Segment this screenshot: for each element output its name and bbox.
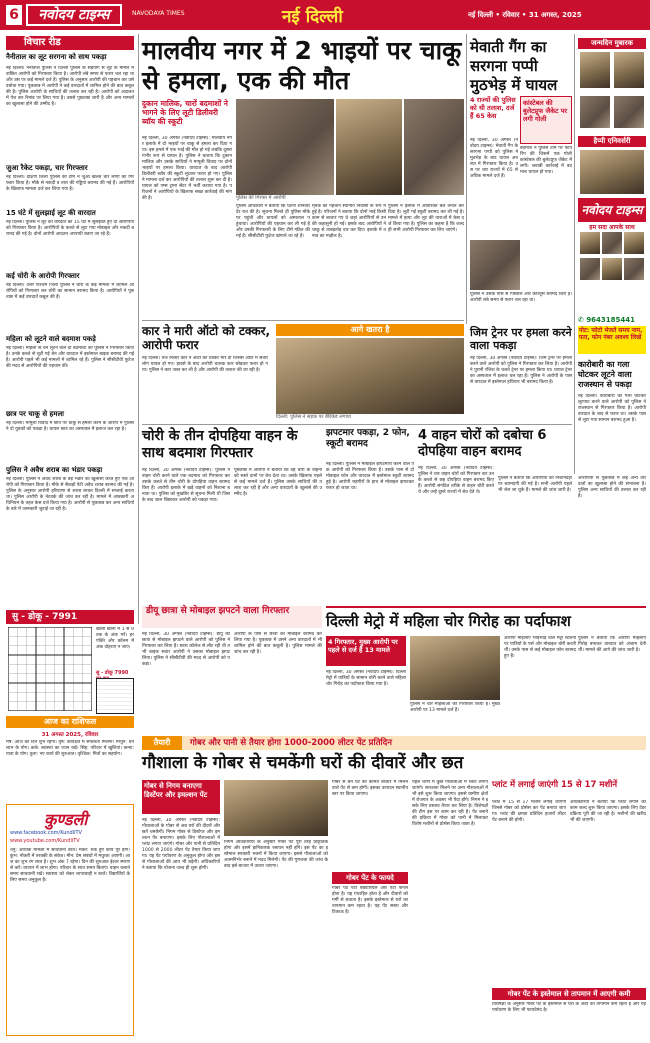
metro-photo	[410, 636, 500, 700]
gaushala-body-5: पहले चरण में कुछ गौशालाओं में प्लांट लगाए जाएंगे। सफलता मिलने पर अन्य गौशालाओं में भी इसे शुरू किया जाएगा। इससे ग्रामीण क्षेत्रों में रोजगार के अवसर भी पैदा होंगे। निगम ने इसके लिए प्रस्ताव तैयार कर लिया है। विशेषज्ञों की टीम इस पर काम कर रही है। पेंट बनाने की प्रक्रिया में गोबर को पानी में मिलाकर विशेष मशीनों से प्रोसेस किया जाता है।	[412, 780, 488, 827]
anniversary-photo	[580, 150, 644, 194]
gaushala-bottom-banner: गोबर पेंट के इस्तेमाल से तापमान में आएगी कमी	[492, 988, 646, 1000]
ad-tagline: हम सदा आपके साथ	[589, 224, 635, 231]
birthday-photo-1	[580, 52, 610, 88]
gaushala-body-2: निगम अधिकारियों के अनुसार गोबर पेंट पूरी तरह प्राकृतिक होगा और इसमें हानिकारक रसायन नहीं होंगे। इस पेंट का इस्तेमाल सरकारी भवनों में किया जाएगा। इससे गौशालाओं को आत्मनिर्भर बनाने में मदद मिलेगी। पेंट की गुणवत्ता की जांच के बाद इसे बाजार में उतारा जाएगा।	[224, 840, 328, 869]
brand-logo: नवोदय टाइम्स	[26, 4, 122, 26]
four-thieves-body-2: पुलिस ने बताया कि आरोपियों की निशानदेही पर बरामदगी की गई है। सभी आरोपी पहले भी जेल जा चुके हैं। मामले की जांच जारी है।	[498, 476, 572, 493]
gym-headline: जिम ट्रेनर पर हमला करने वाला पकड़ा	[470, 326, 572, 352]
jhapat-body: नई दिल्ली। पुलिस ने मोबाइल झपटमारी करने वाले एक आरोपी को गिरफ्तार किया है। उसके पास से दो मोबाइल फोन और वारदात में इस्तेमाल स्कूटी बरामद हुई है। आरोपी राहगीरों के हाथ से मोबाइल झपटकर फरार हो जाता था।	[326, 462, 414, 491]
du-body-1: नई दिल्ली, 30 अगस्त (नवोदय टाइम्स): डीयू की छात्रा से मोबाइल झपटने वाले आरोपी को पुलिस ने गिरफ्तार कर लिया है। छात्रा कॉलेज से लौट रही थी तभी बाइक सवार आरोपी ने उसका मोबाइल झपट लिया। पुलिस ने सीसीटीवी की मदद से आरोपी को पकड़ा।	[142, 632, 230, 667]
strip-label: आगे खतरा है	[276, 324, 464, 336]
lead-headline: मालवीय नगर में 2 भाइयों पर चाकू से हमला, एक की मौत	[142, 36, 462, 95]
gaushala-body-4: गोबर पेंट एंटी बैक्टीरियल और एंटी फंगल होता है। यह गंधरहित होता है और दीवारों को गर्मी से बचाता है। इसके इस्तेमाल से घरों का तापमान कम रहता है। यह पेंट सस्ता और टिकाऊ है।	[332, 886, 408, 915]
anniversary-title: हैप्पी एनिवर्सरी	[578, 136, 646, 147]
gaushala-strap: गोबर और पानी से तैयार होगा 1000-2000 लीटर पेंट प्रतिदिन	[190, 738, 392, 748]
lead-photo-2	[336, 99, 402, 195]
mewati-kicker: 4 राज्यों की पुलिस को थी तलाश, दर्ज हैं 65 केस	[470, 96, 516, 120]
gaushala-body-3: गोबर से बने पेंट की कीमत बाजार में मिलने वाले पेंट से कम होगी। इसका उत्पादन स्थानीय स्तर पर किया जाएगा।	[332, 780, 408, 797]
gym-body: नई दिल्ली, 30 अगस्त (नवोदय टाइम्स): जिम ट्रेनर पर हमला करने वाले आरोपी को पुलिस ने गिरफ्तार कर लिया है। आरोपी ने पुरानी रंजिश के चलते ट्रेनर पर हमला किया था। घायल ट्रेनर का अस्पताल में इलाज चल रहा है। पुलिस ने आरोपी के पास से वारदात में इस्तेमाल हथियार भी बरामद किया है।	[470, 356, 572, 385]
birthday-photo-4	[614, 96, 644, 128]
dupahiya-headline: चोरी के तीन दोपहिया वाहन के साथ बदमाश गिरफ्तार	[142, 428, 298, 461]
left-headline-4: कई चोरी के आरोपी गिरफ्तार	[6, 272, 80, 280]
left-body-6: नई दिल्ली। मामूली विवाद में छात्र पर चाकू से हमला करने के आरोप में पुलिस ने दो युवकों को पकड़ा है। घायल छात्र का अस्पताल में इलाज चल रहा है।	[6, 421, 134, 432]
ad-photo-3	[624, 232, 644, 254]
whatsapp-number: ✆ 9643185441	[578, 316, 636, 324]
ad-photo-5	[602, 258, 622, 280]
ad-photo-1	[580, 232, 600, 254]
left-body-3: नई दिल्ली। पुलिस ने लूट की वारदात को 15 घंटे में सुलझाते हुए दो आरोपियों को गिरफ्तार किया है। आरोपियों के कब्जे से लूटा गया मोबाइल और नकदी बरामद की गई है। दोनों आरोपी आदतन अपराधी बताए जा रहे हैं।	[6, 220, 134, 237]
gaushala-body-1: नई दिल्ली, 30 अगस्त (नवोदय टाइम्स): गौशालाओं के गोबर से अब घरों की दीवारें और छतें चमकेंगी। निगम गोबर से डिस्टेंपर और इमल्शन पेंट बनाएगा। इसके लिए गौशालाओं में प्लांट लगाए जाएंगे। गोबर और पानी से प्रतिदिन 1000 से 2000 लीटर पेंट तैयार किया जाएगा। यह पेंट पर्यावरण के अनुकूल होगा और इससे गौशालाओं की आय भी बढ़ेगी। अधिकारियों ने बताया कि योजना जल्द ही शुरू होगी।	[142, 818, 220, 871]
left-body-1: नई दिल्ली। नैनीताल पुलिस ने दिल्ली पुलिस के सहयोग से लूट के मामले में वांछित आरोपी को गिरफ्तार किया है। आरोपी लंबे समय से फरार चल रहा था और उस पर कई मामले दर्ज हैं। पुलिस के अनुसार आरोपी की पहचान कर उसे दबोचा गया। पूछताछ में आरोपी ने कई वारदातों में शामिल होने की बात कबूल की है। पुलिस आरोपी के साथियों की तलाश कर रही है। आरोपी को अदालत में पेश कर रिमांड पर लिया गया है। उससे पूछताछ जारी है और अन्य मामलों का खुलासा होने की उम्मीद है।	[6, 66, 134, 107]
left-headline-7: पुलिस ने अवैध शराब का भंडार पकड़ा	[6, 466, 103, 474]
left-headline-3: 15 घंटे में सुलझाई लूट की वारदात	[6, 209, 96, 217]
horoscope-body: मेष: आज का दिन शुभ रहेगा। वृष: कार्यक्षेत्र में सफलता मिलेगी। मिथुन: धन लाभ के योग। कर्क: स्वास्थ्य का ध्यान रखें। सिंह: परिवार में खुशियां। कन्या: यात्रा के योग। तुला: नए कार्य की शुरुआत। वृश्चिक: मित्रों का सहयोग।	[6, 740, 134, 757]
lead-kicker: दुकान मालिक, चारों बदमाशों ने भागने के लिए लूटी डिलीवरी ब्वॉय की स्कूटी	[142, 99, 228, 126]
metro-headline: दिल्ली मेट्रो में महिला चोर गिरोह का पर्दाफाश	[326, 612, 571, 630]
mewati-body-1: नई दिल्ली, 30 अगस्त (नवोदय टाइम्स): मेवाती गैंग के सरगना पप्पी को पुलिस ने मुठभेड़ के बाद घायल अवस्था में गिरफ्तार किया है। उस पर चार राज्यों में 65 से अधिक मामले दर्ज हैं।	[470, 138, 518, 179]
karobari-body: नई दिल्ली। कारोबारी का गला घोटकर लूटपाट करने वाले आरोपी को पुलिस ने राजस्थान से गिरफ्तार किया है। आरोपी वारदात के बाद से फरार था। उसके पास से लूटा गया सामान बरामद हुआ है।	[578, 394, 646, 423]
car-body: नई दिल्ली। तेज रफ्तार कार ने ऑटो को टक्कर मार दी जिससे ऑटो में सवार लोग घायल हो गए। हादसे के बाद आरोपी चालक कार छोड़कर फरार हो गया। पुलिस ने कार जब्त कर ली है और आरोपी की तलाश की जा रही है।	[142, 356, 268, 373]
karobari-headline: कारोबारी का गला घोटकर लूटने वाला राजस्थान से पकड़ा	[578, 360, 632, 389]
ad-photo-2	[602, 232, 622, 254]
du-headline: डीयू छात्रा से मोबाइल झपटने वाला गिरफ्तार	[142, 606, 322, 628]
mewati-body-box: बदमाश ने पुलिस टीम पर फायरिंग की जिसमें एक गोली कांस्टेबल की बुलेटप्रूफ जैकेट में लगी। जवाबी कार्रवाई में बदमाश घायल हो गया।	[520, 146, 572, 175]
dupahiya-body-2: पूछताछ में आरोपी ने बताया कि वह चोरी के वाहनों को सस्ते दामों पर बेच देता था। उसके खिलाफ पहले से कई मामले दर्ज हैं। पुलिस उसके साथियों की तलाश कर रही है और अन्य वारदातों के खुलासे की उम्मीद है।	[234, 468, 322, 497]
ad-photo-4	[580, 258, 600, 280]
mewati-box: कांस्टेबल की बुलेटप्रूफ जैकेट पर लगी गोली	[520, 96, 572, 144]
metro-body-4: पुलिस ने बताया कि आरोपी महिलाएं गिरोह बनाकर वारदात को अंजाम देती थीं। मामले की आगे की जांच जारी है।	[578, 636, 646, 653]
dupahiya-body-1: नई दिल्ली, 30 अगस्त (नवोदय टाइम्स): पुलिस ने वाहन चोरी करने वाले एक बदमाश को गिरफ्तार कर उसके कब्जे से तीन चोरी के दोपहिया वाहन बरामद किए हैं। आरोपी इलाके में खड़े वाहनों को निशाना बनाता था। पुलिस को मुखबिर से सूचना मिली थी जिसके बाद जाल बिछाकर आरोपी को पकड़ा गया।	[142, 468, 230, 503]
mewati-headline: मेवाती गैंग का सरगना पप्पी मुठभेड़ में घायल	[470, 38, 558, 94]
mewati-photo	[470, 240, 520, 290]
sudoku-title: सु - डोकू - 7991	[6, 610, 134, 624]
gaushala-plant-headline: प्लांट में लगाई जाएंगी 15 से 17 मशीनें	[492, 780, 618, 790]
kundli-youtube[interactable]: www.youtube.com/KundliTV	[10, 838, 80, 844]
page-number: 6	[6, 5, 22, 25]
sudoku-grid-svg	[8, 627, 92, 711]
du-body-2: आरोपी के पास से छात्रा का मोबाइल बरामद कर लिया गया है। पूछताछ में उसने अन्य वारदातों में भी शामिल होने की बात कबूली है। पुलिस मामले की जांच कर रही है।	[234, 632, 322, 655]
ad-photo-6	[624, 258, 644, 280]
small-brand: NAVODAYA TIMES	[132, 10, 185, 17]
lead-body-3: मृतक की पहचान स्थानीय निवासी के रूप में हुई है। परिजनों ने बताया कि दोनों भाई किसी काम से बाजार गए थे जहां आरोपियों से उनकी कहासुनी हो गई। इसके बाद आरोपियों ने चाकू से ताबड़तोड़ वार कर दिए। इलाके में तनाव का माहौल है।	[312, 204, 386, 239]
dateline: नई दिल्ली • रविवार • 31 अगस्त, 2025	[468, 11, 582, 19]
left-body-4: नई दिल्ली। उत्तर पश्चिम जिला पुलिस ने चोरी के कई मामलों में शामिल आरोपियों को गिरफ्तार कर चोरी का सामान बरामद किया है। आरोपियों ने पूछताछ में कई वारदातें कबूल की हैं।	[6, 283, 134, 300]
jhapat-headline: झपटमार पकड़ा, 2 फोन, स्कूटी बरामद	[326, 428, 410, 449]
birthday-title: जन्मदिन मुबारक	[578, 38, 646, 49]
four-thieves-body-3: आरोपियों से पूछताछ में कई अन्य वारदातों का खुलासा होने की संभावना है। पुलिस अन्य साथियों की तलाश कर रही है।	[578, 476, 646, 499]
left-headline-5: महिला को लूटने वाले बदमाश पकड़े	[6, 335, 96, 343]
whatsapp-number-text: 9643185441	[586, 316, 636, 324]
left-body-7: नई दिल्ली। पुलिस ने अवैध शराब के बड़े भंडार का खुलासा करते हुए एक आरोपी को गिरफ्तार किया है। मौके से सैकड़ों पेटी अवैध शराब बरामद की गई है। पुलिस के अनुसार आरोपी हरियाणा से शराब लाकर दिल्ली में सप्लाई करता था। पुलिस आरोपी के नेटवर्क की जांच कर रही है। मामले में आबकारी अधिनियम के तहत केस दर्ज किया गया है। आरोपी से पूछताछ कर अन्य साथियों के बारे में जानकारी जुटाई जा रही है।	[6, 477, 134, 512]
ad-brand: नवोदय टाइम्स	[578, 198, 646, 222]
lead-caption: पुलिस की गिरफ्त में आरोपी	[236, 195, 286, 201]
horoscope-date: 31 अगस्त 2025, रविवार	[41, 732, 99, 738]
metro-body-2: पुलिस ने चार महिलाओं को गिरफ्तार किया है। मुख्य आरोपी पर 13 मामले दर्ज हैं।	[410, 702, 500, 713]
section-label: विचार रीड	[6, 36, 134, 50]
kundli-facebook[interactable]: www.facebook.com/KundliTV	[10, 830, 82, 836]
gaushala-body-8: विशेषज्ञों के अनुसार गोबर पेंट के इस्तेमाल से घरों के अंदर का तापमान कम रहता है और यह पर्यावरण के लिए भी फायदेमंद है।	[492, 1002, 646, 1013]
left-body-2: नई दिल्ली। दक्षिण जिला पुलिस की टीम ने जुआ खेलते चार लोगों को गिरफ्तार किया है। मौके से नकदी व ताश की गड्डियां बरामद की गई हैं। आरोपियों के खिलाफ मामला दर्ज कर लिया गया है।	[6, 175, 134, 192]
four-thieves-body-1: नई दिल्ली, 30 अगस्त (नवोदय टाइम्स): पुलिस ने चार वाहन चोरों को गिरफ्तार कर उनके कब्जे से छह दोपहिया वाहन बरामद किए हैं। आरोपी संगठित तरीके से वाहन चोरी करते थे और उन्हें दूसरे राज्यों में बेच देते थे।	[418, 466, 494, 495]
left-headline-2: जुआ रैकेट पकड़ा, चार गिरफ्तार	[6, 164, 88, 172]
metro-body-1: नई दिल्ली, 30 अगस्त (नवोदय टाइम्स): दिल्ली मेट्रो में यात्रियों के सामान चोरी करने वाले महिला चोर गिरोह का पर्दाफाश किया गया है।	[326, 670, 406, 687]
sudoku-grid[interactable]	[8, 627, 92, 711]
gaushala-body-7: अधिकारियों ने बताया कि प्लांट लगाने का काम जल्द शुरू किया जाएगा। इसके लिए टेंडर प्रक्रिया पूरी की जा रही है। मशीनों की खरीद भी की जाएगी।	[570, 800, 646, 823]
gaushala-photo	[224, 780, 328, 836]
kundli-logo: कुण्डली	[44, 810, 88, 829]
kundli-body: धनु: आर्थिक मामलों में सावधानी बरतें। मकर: रुके हुए कार्य पूरे होंगे। कुंभ: नौकरी में तरक्की के संकेत। मीन: प्रेम संबंधों में मधुरता आएगी। आज का शुभ रंग लाल है। शुभ अंक 7 रहेगा। दिन की शुरुआत ईश्वर स्मरण से करें। व्यापार में लाभ होगा। परिवार के साथ समय बिताएं। वाहन चलाते समय सावधानी रखें। स्वास्थ्य को लेकर लापरवाही न बरतें। विद्यार्थियों के लिए समय अनुकूल है।	[10, 848, 130, 883]
left-body-5: नई दिल्ली। महिला से चेन लूटने वाले दो बदमाशों को पुलिस ने गिरफ्तार किया है। उनके कब्जे से लूटी गई चेन और वारदात में इस्तेमाल बाइक बरामद की गई है। आरोपी पहले भी कई मामलों में शामिल रहे हैं। पुलिस ने सीसीटीवी फुटेज की मदद से आरोपियों की पहचान की।	[6, 346, 134, 369]
lead-body-4: पुलिस ने इलाके में अतिरिक्त बल तैनात कर दिया है। लूटी गई स्कूटी बरामद कर ली गई है। मामले में हत्या और लूट की धाराओं में केस दर्ज किया गया है। पुलिस का कहना है कि जल्द ही सभी आरोपी गिरफ्तार कर लिए जाएंगे।	[388, 204, 464, 233]
city-name: नई दिल्ली	[282, 7, 343, 27]
metro-kicker: 4 गिरफ्तार, मुख्य आरोपी पर पहले से दर्ज हैं 13 मामले	[326, 636, 406, 666]
mewati-body-2: पुलिस ने उसके पास से पिस्तौल और कारतूस बरामद किए हैं। आरोपी लंबे समय से फरार चल रहा था।	[470, 292, 572, 303]
strip-photo	[276, 338, 464, 414]
birthday-photo-2	[614, 52, 644, 88]
left-headline-6: छात्र पर चाकू से हमला	[6, 410, 64, 418]
gaushala-tag: तैयारी	[142, 736, 182, 750]
gaushala-headline: गौशाला के गोबर से चमकेंगी घरों की दीवारें और छत	[142, 753, 464, 773]
gaushala-body-6: प्लांट में 15 से 17 मशीनें लगाई जाएंगी जिनसे गोबर को प्रोसेस कर पेंट बनाया जाएगा। प्लांट की क्षमता प्रतिदिन हजारों लीटर पेंट बनाने की होगी।	[492, 800, 566, 823]
strip-caption: दिल्ली: पुलिस ने सड़क पर बैरिकेड लगाया	[276, 414, 351, 420]
sudoku-answer-label: सु - डोकू 7990	[96, 670, 129, 676]
metro-body-3: आरोपी महिलाएं भीड़भाड़ वाले मेट्रो स्टेशनों पर यात्रियों के पर्स और मोबाइल चोरी करती थीं। उनके पास से कई मोबाइल फोन बरामद हुए हैं।	[504, 636, 576, 659]
horoscope-title: आज का राशिफल	[6, 716, 134, 728]
gaushala-sub1: गोबर से निगम बनाएगा डिस्टेंपर और इमल्शन पेंट	[142, 780, 220, 814]
sudoku-answer-grid	[96, 678, 134, 714]
greetings-note: नोट: फोटो भेजते समय नाम, पता, फोन नंबर अवश्य लिखें	[578, 326, 646, 354]
lead-photo-3	[404, 99, 464, 195]
sudoku-rules: खाली खानों में 1 से 9 तक के अंक भरें। हर पंक्ति और कॉलम में अंक दोहराए न जाएं।	[96, 627, 134, 650]
car-headline: कार ने मारी ऑटो को टक्कर, आरोपी फरार	[142, 324, 271, 352]
birthday-photo-3	[580, 96, 610, 128]
lead-body-2: पुलिस अधिकारी ने बताया कि घटना शनिवार देर रात की है। सूचना मिलते ही पुलिस मौके पर पहुंची और घायलों को अस्पताल पहुंचाया। आरोपियों की पहचान कर ली गई है और उनकी गिरफ्तारी के लिए टीमें गठित की गई हैं। सीसीटीवी फुटेज खंगाले जा रहे हैं।	[236, 204, 310, 239]
lead-body-1: नई दिल्ली, 30 अगस्त (नवोदय टाइम्स): मालवीय नगर इलाके में दो भाइयों पर चाकू से हमला कर दिया गया। इस हमले में एक भाई की मौत हो गई जबकि दूसरा गंभीर रूप से घायल है। पुलिस ने बताया कि दुकान मालिक और उसके साथियों ने मामूली विवाद पर दोनों भाइयों पर हमला किया। वारदात के बाद आरोपी डिलीवरी ब्वॉय की स्कूटी लूटकर फरार हो गए। पुलिस ने मामला दर्ज कर आरोपियों की तलाश शुरू कर दी है। घायल को एम्स ट्रामा सेंटर में भर्ती कराया गया है। परिजनों ने आरोपियों के खिलाफ सख्त कार्रवाई की मांग की है।	[142, 136, 232, 201]
four-thieves-headline: 4 वाहन चोरों को दबोचा 6 दोपहिया वाहन बरामद	[418, 428, 547, 459]
lead-photo-1	[236, 99, 334, 195]
gaushala-sub2: गोबर पेंट के फायदे	[332, 872, 408, 884]
left-headline-1: नैनीताल का लूट सरगना को साथ पकड़ा	[6, 53, 107, 61]
